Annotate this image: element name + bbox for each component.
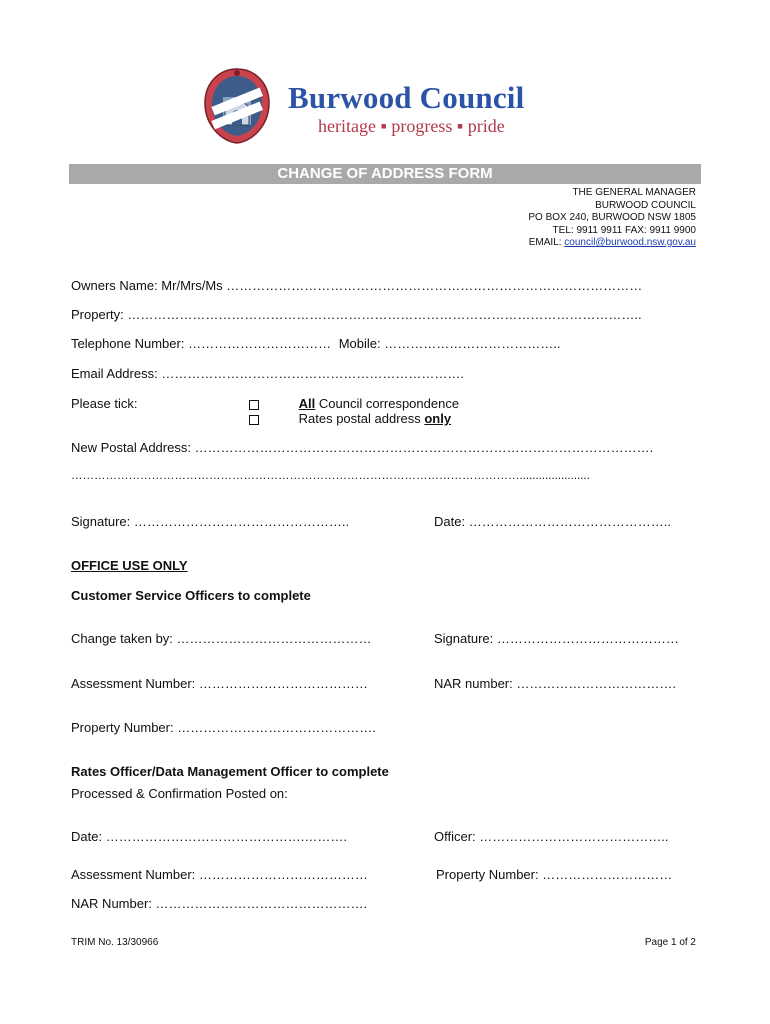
nar-label: NAR number: — [434, 676, 513, 691]
rates-title: Rates Officer/Data Management Officer to complete — [71, 764, 389, 779]
rates-nar-field[interactable]: …………………………………………. — [155, 896, 368, 911]
new-postal-label: New Postal Address: — [71, 440, 191, 455]
address-line: TEL: 9911 9911 FAX: 9911 9900 — [552, 224, 696, 236]
option-all-text: Council correspondence — [315, 396, 460, 411]
address-line: PO BOX 240, BURWOOD NSW 1805 — [528, 212, 696, 223]
email-label: EMAIL: — [528, 237, 565, 248]
rates-property-number-label: Property Number: — [436, 867, 539, 882]
assessment-field[interactable]: ………………………………… — [198, 676, 368, 691]
cso-title: Customer Service Officers to complete — [71, 588, 311, 603]
option-rates-text: Rates postal address — [298, 411, 425, 426]
owners-name-field[interactable]: …………………………………………………………………………………… — [226, 278, 643, 293]
rates-nar-row — [71, 896, 367, 911]
form-title: CHANGE OF ADDRESS FORM — [69, 164, 701, 184]
nar-field[interactable]: ………………………………. — [516, 676, 676, 691]
assessment-row — [71, 676, 368, 691]
mobile-field[interactable]: ………………………………….. — [384, 336, 561, 351]
new-postal-row — [71, 440, 653, 455]
signature-label: Signature: — [71, 514, 131, 529]
council-crest-logo — [203, 67, 271, 145]
rates-assessment-field[interactable]: ………………………………… — [198, 867, 368, 882]
email-address-row — [71, 366, 464, 381]
cso-signature-row — [434, 631, 679, 646]
new-postal-field[interactable]: ……………………………………………………………………………………………. — [194, 440, 654, 455]
property-row — [71, 307, 642, 322]
rates-date-row — [71, 829, 347, 844]
checkbox-rates-postal[interactable] — [249, 415, 259, 425]
assessment-label: Assessment Number: — [71, 676, 196, 691]
trim-number: TRIM No. 13/30966 — [71, 937, 159, 948]
page-number: Page 1 of 2 — [644, 937, 696, 948]
rates-assessment-label: Assessment Number: — [71, 867, 196, 882]
rates-date-label: Date: — [71, 829, 103, 844]
address-line: BURWOOD COUNCIL — [595, 199, 696, 211]
option-all-correspondence — [249, 396, 459, 411]
address-email-line — [528, 237, 696, 250]
officer-label: Officer: — [434, 829, 476, 844]
property-number-label: Property Number: — [71, 720, 174, 735]
checkbox-all-correspondence[interactable] — [249, 400, 259, 410]
mobile-label: Mobile: — [338, 336, 381, 351]
property-number-row — [71, 720, 376, 735]
nar-row — [434, 676, 676, 691]
brand-name: Burwood Council — [288, 80, 525, 115]
officer-field[interactable]: …………………………………….. — [479, 829, 669, 844]
option-rates-bold: only — [424, 411, 452, 426]
property-field[interactable]: ……………………………………………………………………………………………………….. — [127, 307, 642, 322]
change-taken-field[interactable]: ……………………………………… — [176, 631, 372, 646]
council-address — [528, 187, 696, 250]
telephone-field[interactable]: …………………………… — [188, 336, 332, 351]
email-address-label: Email Address: — [71, 366, 158, 381]
office-use-title: OFFICE USE ONLY — [71, 558, 188, 573]
date-field[interactable]: ……………………………………….. — [468, 514, 671, 529]
change-taken-row — [71, 631, 372, 646]
cso-signature-label: Signature: — [434, 631, 494, 646]
option-all-bold: All — [298, 396, 316, 411]
address-line: THE GENERAL MANAGER — [572, 187, 696, 198]
date-row — [434, 514, 671, 529]
email-address-field[interactable]: ……………………………………………………………. — [161, 366, 464, 381]
cso-signature-field[interactable]: …………………………………… — [496, 631, 679, 646]
signature-row — [71, 514, 349, 529]
property-number-field[interactable]: ………………………………………. — [177, 720, 376, 735]
change-taken-label: Change taken by: — [71, 631, 173, 646]
please-tick-label: Please tick: — [71, 396, 138, 411]
brand-tagline: heritage ▪ progress ▪ pride — [318, 116, 505, 136]
officer-row — [434, 829, 669, 844]
owners-name-row — [71, 278, 642, 293]
new-postal-field-line2[interactable]: ………………………………………………………………………………………………………...................... — [71, 470, 590, 482]
rates-property-number-row — [436, 867, 672, 882]
signature-field[interactable]: ………………………………………….. — [133, 514, 350, 529]
telephone-row — [71, 336, 561, 351]
rates-property-number-field[interactable]: ………………………… — [542, 867, 673, 882]
option-rates-postal — [249, 411, 451, 426]
rates-nar-label: NAR Number: — [71, 896, 152, 911]
property-label: Property: — [71, 307, 124, 322]
owners-name-label: Owners Name: Mr/Mrs/Ms — [71, 278, 223, 293]
processed-label: Processed & Confirmation Posted on: — [71, 786, 288, 801]
rates-assessment-row — [71, 867, 368, 882]
rates-date-field[interactable]: ……………………………………….………. — [105, 829, 347, 844]
date-label: Date: — [434, 514, 466, 529]
council-email-link[interactable]: council@burwood.nsw.gov.au — [564, 237, 696, 248]
telephone-label: Telephone Number: — [71, 336, 185, 351]
